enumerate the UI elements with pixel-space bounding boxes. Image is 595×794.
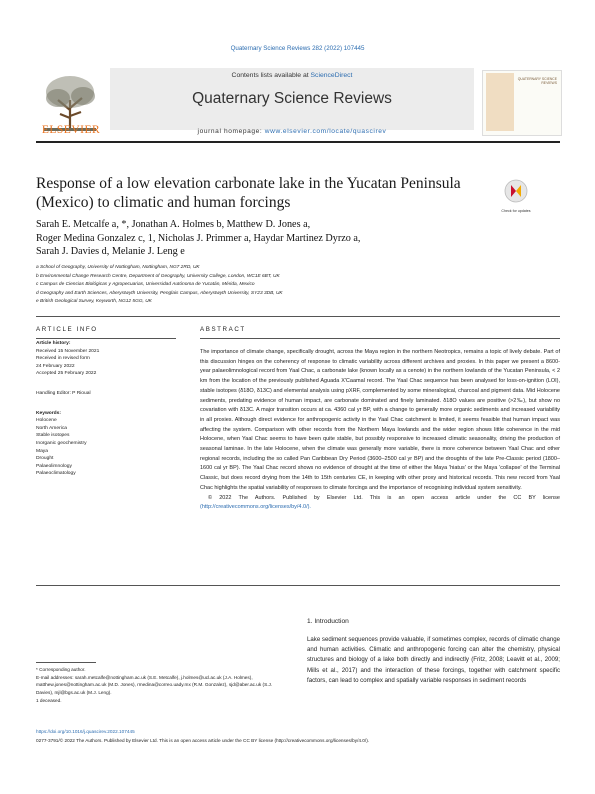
affiliation-c: c Campus de Ciencias Biológicas y Agropecuarias, Universidad Autónoma de Yucatán, Mérida, Mexico (36, 282, 255, 287)
deceased-note: 1 deceased. (36, 697, 62, 703)
sciencedirect-link[interactable]: ScienceDirect (310, 72, 353, 79)
keyword: Inorganic geochemistry (36, 440, 87, 446)
affiliations-rule (36, 316, 560, 317)
journal-homepage (110, 128, 474, 135)
article-info-heading: ARTICLE INFO (36, 326, 98, 333)
cover-stripe (486, 73, 514, 131)
affiliation-b: b Environmental Change Research Centre, Department of Geography, University College, London, WC1E 6BT, UK (36, 273, 280, 279)
keyword: Maya (36, 448, 48, 454)
check-updates-label: Check for updates (501, 209, 531, 213)
keyword: Palaeoclimatology (36, 471, 76, 477)
license-link[interactable]: (http://creativecommons.org/licenses/by/4.0/). (200, 504, 311, 511)
abstract-end-rule (36, 585, 560, 586)
homepage-prefix: journal homepage: (197, 128, 265, 135)
check-updates-icon (501, 178, 531, 204)
abstract-heading: ABSTRACT (200, 326, 246, 333)
article-title: Response of a low elevation carbonate lake in the Yucatan Peninsula (Mexico) to climatic and human forcings (36, 175, 461, 211)
keyword: North America (36, 425, 67, 431)
spacer (36, 378, 176, 390)
abstract (200, 348, 560, 513)
authors-line-3[interactable]: Sarah J. Davies d, Melanie J. Leng e (36, 246, 185, 257)
authors-line-2[interactable]: Roger Medina Gonzalez c, 1, Nicholas J. Primmer a, Haydar Martinez Dyrzo a, (36, 232, 361, 244)
abstract-rule (200, 338, 560, 339)
affiliation-a: a School of Geography, University of Nottingham, Nottingham, NG7 2RD, UK (36, 265, 200, 270)
doi-link[interactable]: https://doi.org/10.1016/j.quascirev.2022.107445 (36, 729, 135, 734)
homepage-link[interactable]: www.elsevier.com/locate/quascirev (264, 128, 387, 135)
abstract-copyright (200, 494, 560, 513)
journal-cover-thumbnail[interactable] (482, 70, 562, 136)
history-received: Received 15 November 2021 (36, 348, 100, 354)
affiliation-d: d Geography and Earth Sciences, Aberystwyth University, Penglais Campus, Aberystwyth University, SY23 3DB, UK (36, 290, 283, 296)
issn-line: 0277-3791/© 2022 The Authors. Published by Elsevier Ltd. This is an open access article under the CC BY license (http://creativecommons.org/licenses/by/4.0/). (36, 738, 370, 743)
keyword: Holocene (36, 418, 57, 424)
history-label: Article history: (36, 341, 71, 346)
contents-line (110, 72, 474, 79)
journal-citation[interactable]: Quaternary Science Reviews 282 (2022) 107445 (230, 45, 365, 52)
keyword: Stable isotopes (36, 433, 70, 439)
footnotes (36, 666, 286, 705)
keywords-label: Keywords: (36, 410, 62, 416)
corresponding-author-note: * Corresponding author. (36, 667, 86, 672)
article-info (36, 340, 176, 478)
check-for-updates-badge[interactable] (501, 178, 531, 218)
keyword: Palaeolimnology (36, 463, 72, 469)
header-rule (36, 141, 560, 143)
article-info-rule (36, 338, 176, 339)
handling-editor: Handling Editor: P Rioual (36, 390, 91, 396)
copyright-text: © 2022 The Authors. Published by Elsevier Ltd. This is an open access article under the CC BY license (208, 494, 560, 501)
footnote-rule (36, 662, 96, 663)
spacer (36, 398, 176, 410)
email-addresses[interactable]: E-mail addresses: sarah.metcalfe@nottingham.ac.uk (S.E. Metcalfe), j.holmes@ucl.ac.uk (J.A. Holmes), matthew.jones@nottingham.ac.uk (M.D. Jones), rmedina@correo.uady.mx (R.M. Gonzalez), sjd@aber.ac.uk (S.J. Davies), mjl@bgs.ac.uk (M.J. Leng). (36, 674, 273, 696)
cover-title: QUATERNARY SCIENCE REVIEWS (517, 77, 557, 86)
authors-line-1[interactable]: Sarah E. Metcalfe a, *, Jonathan A. Holmes b, Matthew D. Jones a, (36, 219, 311, 230)
affiliation-list (36, 264, 560, 307)
introduction-body: Lake sediment sequences provide valuable, if sometimes complex, records of climatic change and human activities. Climatic and anthropogenic forcing can alter the chemistry, physical structures and biology of a lake both directly and indirectly (Fritz, 2008; Leavitt et al., 2009; Mills et al., 2017) and the interaction of these forcings, together with catchment specific factors, can lead to complex and spatially variable responses in sediment records (307, 636, 561, 684)
keyword: Drought (36, 456, 54, 462)
elsevier-wordmark: ELSEVIER (41, 124, 101, 136)
introduction-heading: 1. Introduction (307, 618, 349, 625)
history-revised: Received in revised form (36, 356, 90, 362)
contents-prefix: Contents lists available at (231, 72, 311, 79)
history-accepted: Accepted 25 February 2022 (36, 371, 97, 377)
author-list (36, 218, 476, 259)
journal-title[interactable]: Quaternary Science Reviews (192, 90, 392, 107)
abstract-body: The importance of climate change, specifically drought, across the Maya region in the northern Neotropics, remains a topic of lively debate. Part of this discussion hinges on the coherency of response to climatic variability across different archives and proxies. In this paper we present a 8600-year palaeolimnological record from Yaal Chac, a carbonate lake (known locally as a cenote) in the northern lowlands of the Yucatan Peninsula, < 2 km from the location of the previously published Aguada X'Caamal record. The Yaal Chac sequence has been analysed for loss-on-ignition (LOI), stable isotopes (δ18O, δ13C) and elemental analysis using pXRF, complemented by some mineralogical, charcoal and pigment data. Mid Holocene sediments, predating evidence of human impact, are carbonate dominated and finely laminated. δ18O values are positive (>2‰), but show no covariation with δ13C. A major transition occurs at ca. 4360 cal yr BP, with a change to generally more organic sediments and increased variability in all proxies. Although direct evidence for anthropogenic activity in the Yaal Chac catchment is limited, it seems feasible that human impact was affecting the system. Comparison with other records from the Northern Maya lowlands and the wider region shows little coherence in the mid Holocene, when Yaal Chac seems to have been quite stable, but possibly responsive to increased climatic seasonality, driving the production of seasonal laminae. In the late Holocene, when the climate was generally more variable, there is more coherence between Yaal Chac and other regional records, including the so called Pan Caribbean Dry Period (3600–2500 cal yr BP) and the droughts of the late Pre-Classic period (1800–1600 cal yr BP). The Yaal Chac record shows no evidence of drought at the time of either the Maya 'hiatus' or the Maya 'collapse' of the Terminal Classic, but does record drying from the 14th to 15th centuries CE, in keeping with other proxy and historical records. This new record from Yaal Chac highlights the spatial variability of responses to climate forcings and the importance of recognising individual system sensitivity. (200, 349, 560, 491)
history-revised-date: 24 February 2022 (36, 363, 75, 369)
affiliation-e: e British Geological Survey, Keyworth, NG12 5GG, UK (36, 299, 152, 304)
